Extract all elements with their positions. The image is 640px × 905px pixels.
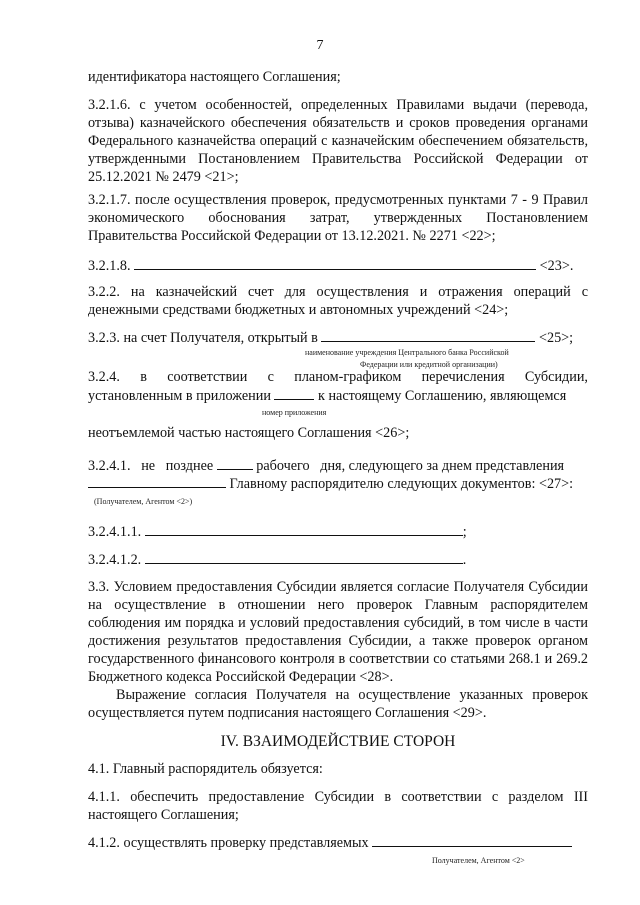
clause-text: к настоящему Соглашению, являющемся	[318, 388, 567, 404]
clause-number: 3.2.1.8.	[88, 258, 131, 274]
clause-text: 3.2.3. на счет Получателя, открытый в	[88, 330, 318, 346]
blank-line	[274, 386, 314, 400]
blank-line	[372, 833, 572, 847]
punctuation: ;	[462, 524, 467, 540]
footnote-ref: <25>;	[538, 330, 574, 346]
note-recipient: (Получателем, Агентом <2>)	[94, 497, 193, 506]
blank-line	[321, 328, 535, 342]
note-appendix-number: номер приложения	[262, 408, 327, 417]
blank-line	[145, 522, 463, 536]
paragraph-3-2-4-line1	[88, 368, 588, 386]
section-heading-iv: IV. ВЗАИМОДЕЙСТВИЕ СТОРОН	[220, 733, 456, 750]
paragraph-3-2-4-line2	[88, 386, 588, 405]
word: планом-графиком	[294, 369, 402, 385]
paragraph-3-2-4-1-1	[88, 522, 588, 541]
paragraph-3-2-1-6: 3.2.1.6. с учетом особенностей, определенных Правилами выдачи (перевода, отзыва) казначейского обеспечения обязательств и сроков проведения органами Федерального казначейства операций с казначейским обеспечением обязательств, утвержденными Постановлением Правительства Российской Федерации от 25.12.2021 № 2479 <21>;	[88, 97, 588, 185]
paragraph-4-1-2	[88, 833, 588, 852]
page-number: 7	[316, 38, 324, 53]
clause-text: дня, следующего за днем представления	[320, 458, 565, 474]
blank-line	[217, 456, 253, 470]
paragraph-3-2-4-1-line1	[88, 456, 588, 475]
footnote-ref: <23>.	[539, 258, 574, 274]
word: рабочего	[256, 458, 310, 474]
blank-line	[145, 550, 463, 564]
clause-number: 3.2.4.1.2.	[88, 552, 142, 568]
paragraph-3-2-4-line3: неотъемлемой частью настоящего Соглашения <26>;	[88, 425, 410, 441]
punctuation: .	[462, 552, 467, 568]
blank-line	[134, 256, 536, 270]
paragraph-identifier-tail: идентификатора настоящего Соглашения;	[88, 69, 341, 85]
paragraph-3-2-4-1-2	[88, 550, 588, 569]
note-bank-line2: Федерации или кредитной организации)	[360, 360, 498, 369]
word: в	[140, 369, 147, 385]
word: перечисления	[421, 369, 505, 385]
note-bottom: Получателем, Агентом <2>	[432, 856, 525, 865]
word: 3.2.4.1.	[88, 458, 131, 474]
word: не	[141, 458, 156, 474]
paragraph-4-1-1: 4.1.1. обеспечить предоставление Субсидии в соответствии с разделом III настоящего Соглашения;	[88, 789, 588, 823]
blank-line	[88, 474, 226, 488]
word: соответствии	[167, 369, 248, 385]
clause-text: 4.1.2. осуществлять проверку представляемых	[88, 835, 369, 851]
word: с	[267, 369, 274, 385]
paragraph-3-2-3	[88, 328, 588, 347]
clause-text: установленным в приложении	[88, 388, 271, 404]
paragraph-3-2-4-1-line2	[88, 474, 588, 493]
note-bank-line1: наименование учреждения Центрального банка Российской	[305, 348, 509, 357]
clause-number: 3.2.4.1.1.	[88, 524, 142, 540]
word: 3.2.4.	[88, 369, 120, 385]
word: позднее	[165, 458, 214, 474]
clause-text: Главному распорядителю следующих документов: <27>:	[229, 476, 574, 492]
paragraph-3-3: 3.3. Условием предоставления Субсидии является согласие Получателя Субсидии на осуществление в отношении него проверок Главным распорядителем соблюдения им порядка и условий предоставления субсидий, в том числе в части достижения результатов предоставления Субсидии, а также проверок органом государственного финансового контроля в соответствии со статьями 268.1 и 269.2 Бюджетного кодекса Российской Федерации <28>.	[88, 579, 588, 685]
word: Субсидии,	[524, 369, 588, 385]
paragraph-3-3-consent: Выражение согласия Получателя на осуществление указанных проверок осуществляется путем подписания настоящего Соглашения <29>.	[88, 687, 588, 721]
paragraph-3-2-2: 3.2.2. на казначейский счет для осуществления и отражения операций с денежными средствами бюджетных и автономных учреждений <24>;	[88, 284, 588, 318]
paragraph-3-2-1-8	[88, 256, 588, 275]
paragraph-3-2-1-7: 3.2.1.7. после осуществления проверок, предусмотренных пунктами 7 - 9 Правил экономического обоснования затрат, утвержденных Постановлением Правительства Российской Федерации от 13.12.2021. № 2271 <22>;	[88, 192, 588, 244]
paragraph-4-1: 4.1. Главный распорядитель обязуется:	[88, 761, 323, 777]
